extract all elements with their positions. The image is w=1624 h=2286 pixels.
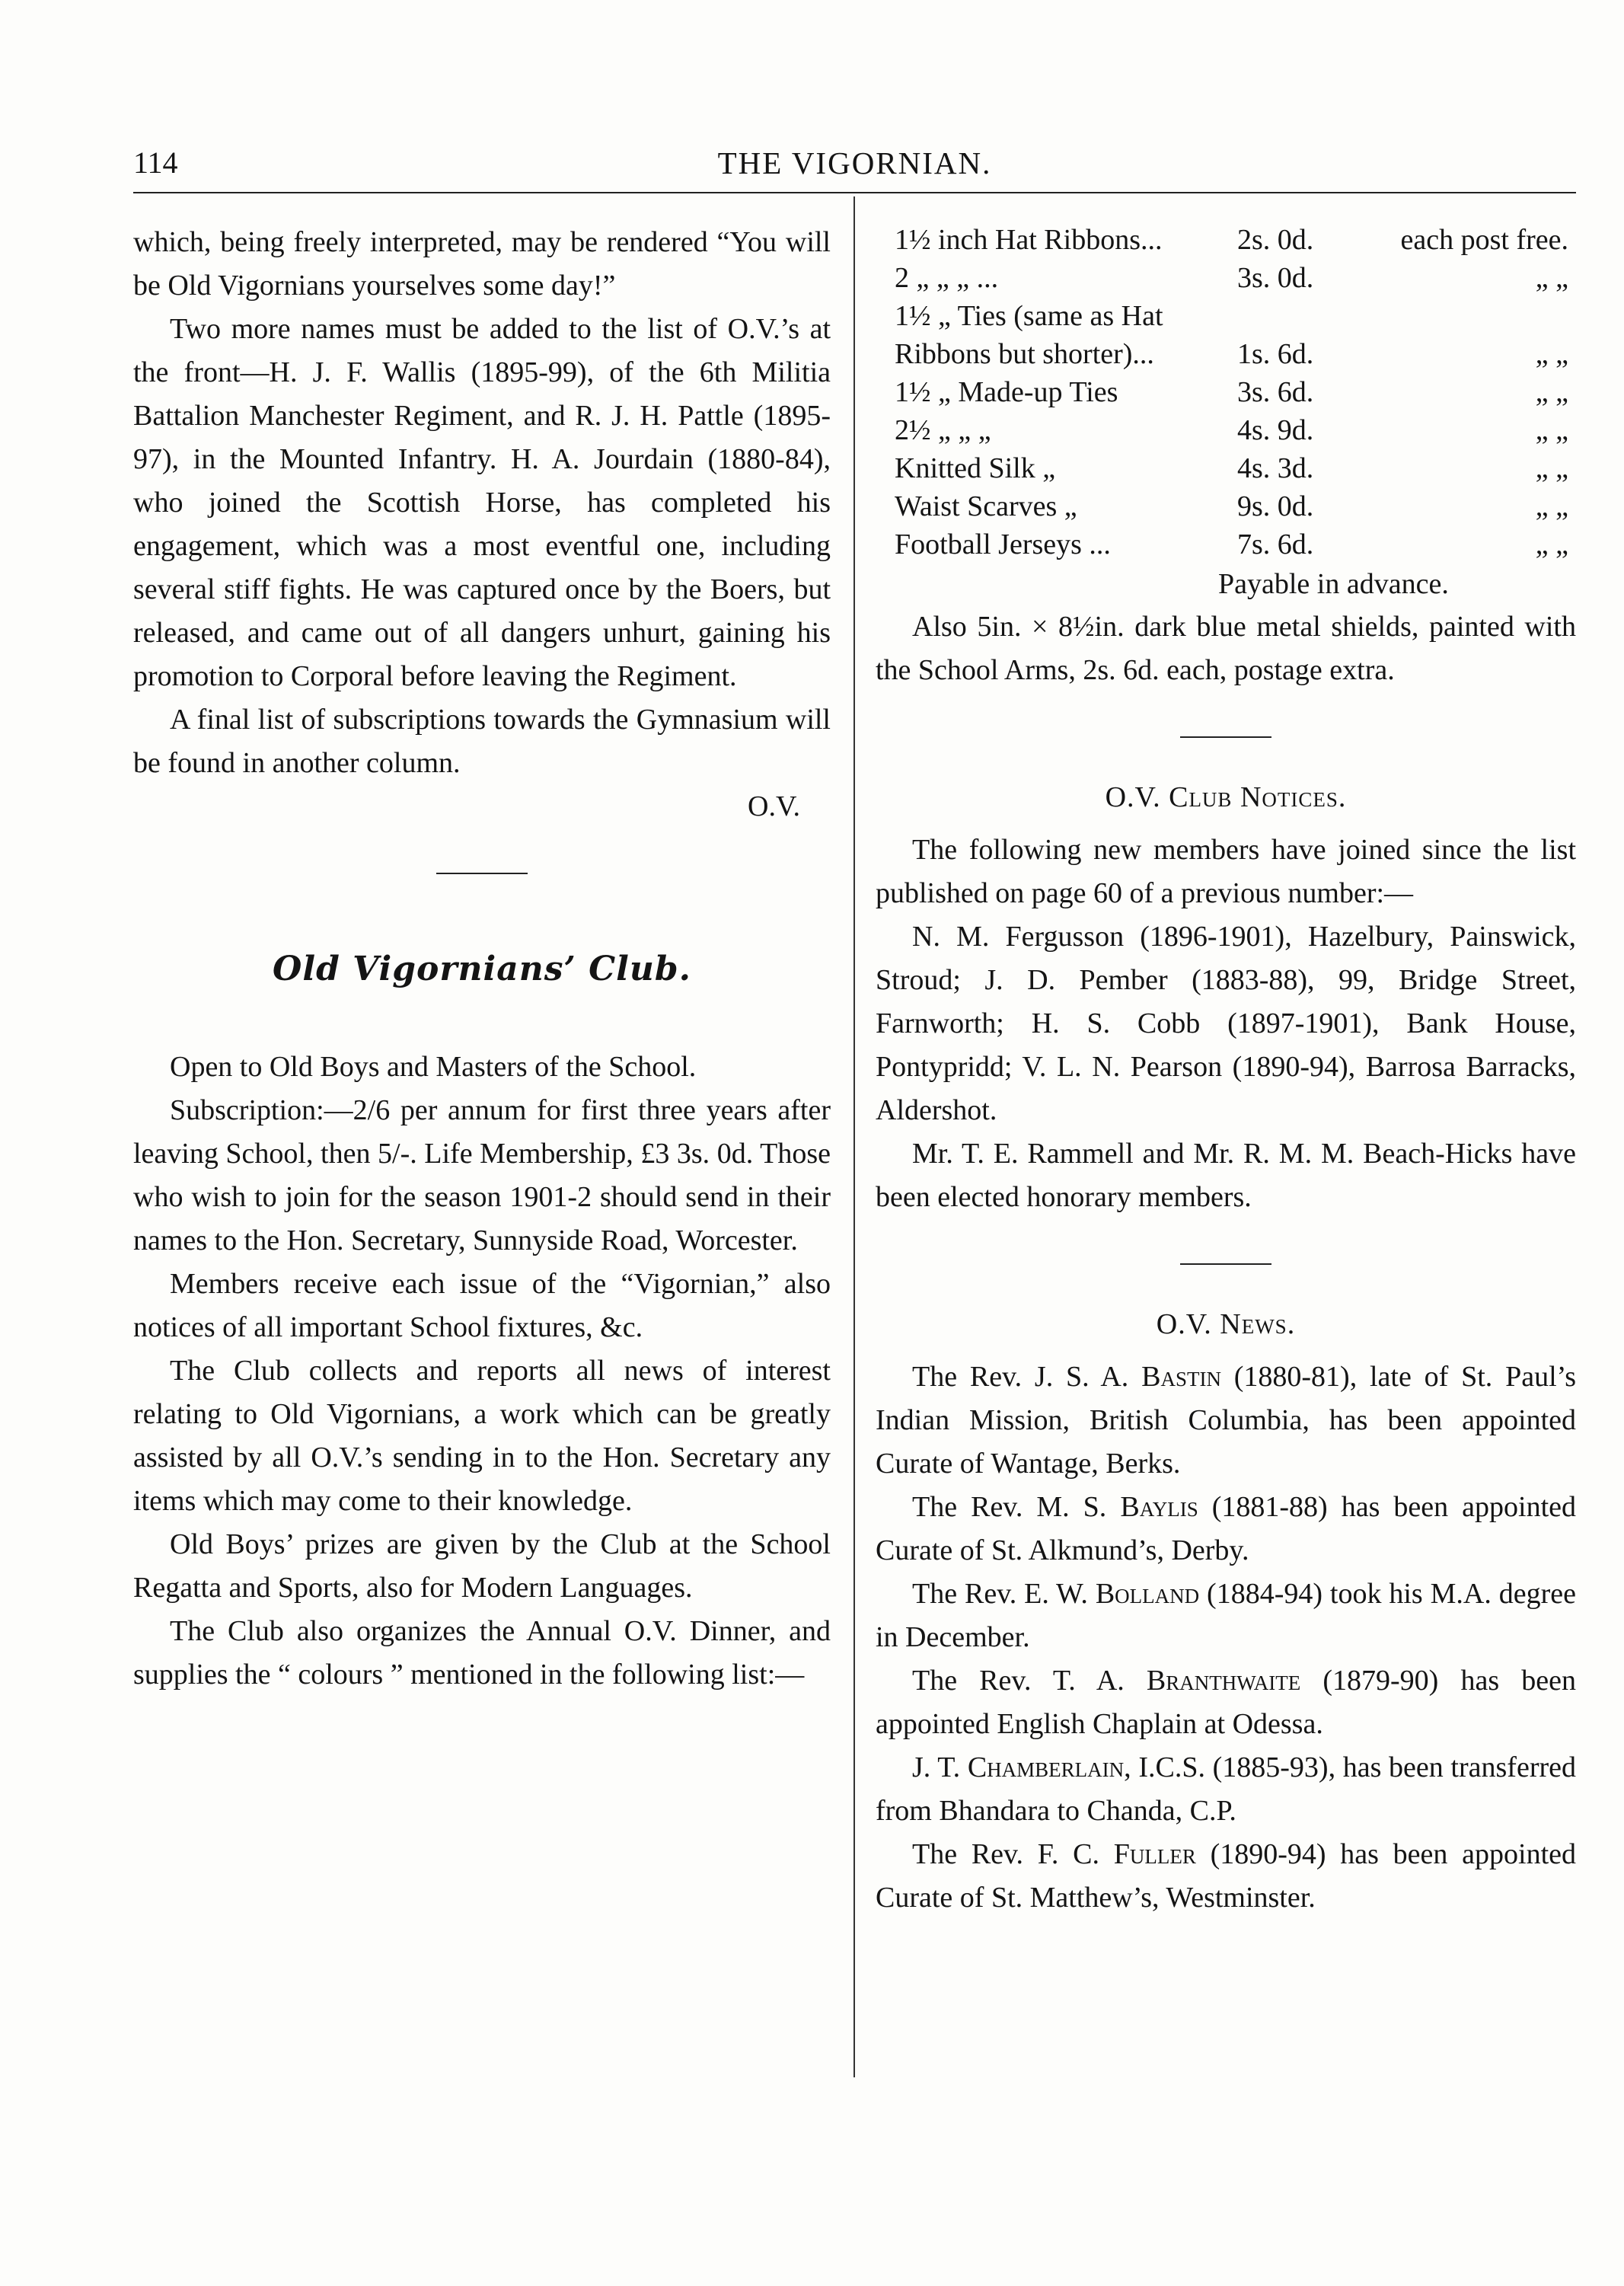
- left-column: [133, 221, 831, 1697]
- news-item: J. T. Chamberlain, I.C.S. (1885-93), has been transferred from Bhandara to Chanda, C.P.: [876, 1751, 1576, 1827]
- price-note: „ „: [1535, 528, 1568, 560]
- news-name: Bastin: [1141, 1361, 1221, 1393]
- price-row: [876, 221, 1576, 259]
- price-note: „ „: [1535, 376, 1568, 408]
- price-value: 3s. 6d.: [1237, 376, 1314, 408]
- payable-note: Payable in advance.: [1218, 568, 1449, 600]
- price-value: 2s. 0d.: [1237, 224, 1314, 256]
- news-item: The Rev. E. W. Bolland (1884-94) took his M.A. degree in December.: [876, 1578, 1576, 1653]
- news-item: The Rev. T. A. Branthwaite (1879-90) has been appointed English Chaplain at Odessa.: [876, 1665, 1576, 1740]
- signature: O.V.: [748, 790, 800, 822]
- news-name: Fuller: [1113, 1838, 1196, 1870]
- page-header: [133, 145, 1576, 190]
- news-item: The Rev. F. C. Fuller (1890-94) has been appointed Curate of St. Matthew’s, Westminster.: [876, 1838, 1576, 1914]
- news-name: Chamberlain: [967, 1751, 1125, 1783]
- price-item: Knitted Silk „: [895, 452, 1056, 484]
- news-name: Branthwaite: [1146, 1665, 1301, 1697]
- news-name: Bolland: [1095, 1578, 1200, 1610]
- club-subscription-paragraph: Subscription:—2/6 per annum for first three years after leaving School, then 5/-. Life Membership, £3 3s. 0d. Those who wish to join for the season 1901-2 should send in their names to the Hon. Secretary, Sunnyside Road, Worcester.: [133, 1094, 831, 1256]
- intro-paragraph: which, being freely interpreted, may be rendered “You will be Old Vigornians yourselves some day!”: [133, 226, 831, 302]
- header-rule: [133, 192, 1576, 193]
- price-item: 1½ inch Hat Ribbons...: [895, 224, 1163, 256]
- price-row: [876, 297, 1576, 373]
- price-value: 1s. 6d.: [1237, 338, 1314, 370]
- club-heading: Old Vigornians’ Club.: [273, 950, 691, 988]
- price-row: [876, 525, 1576, 564]
- news-name: Baylis: [1120, 1491, 1198, 1523]
- club-open-paragraph: Open to Old Boys and Masters of the School.: [170, 1051, 697, 1083]
- column-divider: [853, 196, 855, 2077]
- right-column: [876, 221, 1576, 1920]
- price-note: „ „: [1535, 414, 1568, 446]
- ov-news-heading: O.V. News.: [1156, 1308, 1296, 1340]
- final-list-paragraph: A final list of subscriptions towards the Gymnasium will be found in another column.: [133, 704, 831, 779]
- price-note: „ „: [1535, 452, 1568, 484]
- page-number: 114: [133, 145, 178, 180]
- price-item: 1½ „ Made-up Ties: [895, 376, 1118, 408]
- price-note: „ „: [1535, 338, 1568, 370]
- price-item: 1½ „ Ties (same as Hat Ribbons but shorter)...: [895, 300, 1163, 370]
- price-row: [876, 411, 1576, 449]
- club-members-paragraph: Members receive each issue of the “Vigornian,” also notices of all important School fixtures, &c.: [133, 1268, 831, 1343]
- price-item: Football Jerseys ...: [895, 528, 1111, 560]
- news-item: The Rev. M. S. Baylis (1881-88) has been appointed Curate of St. Alkmund’s, Derby.: [876, 1491, 1577, 1566]
- price-row: [876, 259, 1576, 297]
- news-item: The Rev. J. S. A. Bastin (1880-81), late of St. Paul’s Indian Mission, British Columbia, has been appointed Curate of Wantage, Berks.: [876, 1361, 1576, 1480]
- price-item: Waist Scarves „: [895, 490, 1077, 522]
- price-value: 7s. 6d.: [1237, 528, 1314, 560]
- price-row: [876, 449, 1576, 487]
- price-note: „ „: [1535, 490, 1568, 522]
- club-notices-intro: The following new members have joined since the list published on page 60 of a previous number:—: [876, 834, 1576, 909]
- price-row: [876, 487, 1576, 525]
- running-title: THE VIGORNIAN.: [717, 145, 992, 180]
- price-value: 9s. 0d.: [1237, 490, 1314, 522]
- club-prizes-paragraph: Old Boys’ prizes are given by the Club at the School Regatta and Sports, also for Modern Languages.: [133, 1528, 831, 1604]
- price-value: 4s. 9d.: [1237, 414, 1314, 446]
- club-dinner-paragraph: The Club also organizes the Annual O.V. Dinner, and supplies the “ colours ” mentioned in the following list:—: [133, 1615, 831, 1691]
- club-news-paragraph: The Club collects and reports all news of interest relating to Old Vigornians, a work which can be greatly assisted by all O.V.’s sending in to the Hon. Secretary any items which may come to their knowledge.: [133, 1355, 831, 1517]
- price-value: 3s. 0d.: [1237, 262, 1314, 294]
- club-notices-heading: O.V. Club Notices.: [1105, 781, 1347, 813]
- price-value: 4s. 3d.: [1237, 452, 1314, 484]
- price-note: each post free.: [1400, 224, 1568, 256]
- shields-paragraph: Also 5in. × 8½in. dark blue metal shields, painted with the School Arms, 2s. 6d. each, postage extra.: [876, 611, 1576, 686]
- front-paragraph: Two more names must be added to the list of O.V.’s at the front—H. J. F. Wallis (1895-99), of the 6th Militia Battalion Manchester Regiment, and R. J. H. Pattle (1895-97), in the Mounted Infantry. H. A. Jourdain (1880-84), who joined the Scottish Horse, has completed his engagement, which was a most eventful one, including several stiff fights. He was captured once by the Boers, but released, and came out of all dangers unhurt, gaining his promotion to Corporal before leaving the Regiment.: [133, 313, 831, 692]
- price-item: 2½ „ „ „: [895, 414, 991, 446]
- price-note: „ „: [1535, 262, 1568, 294]
- club-notices-members: N. M. Fergusson (1896-1901), Hazelbury, Painswick, Stroud; J. D. Pember (1883-88), 99, Bridge Street, Farnworth; H. S. Cobb (1897-1901), Bank House, Pontypridd; V. L. N. Pearson (1890-94), Barrosa Barracks, Aldershot.: [876, 921, 1576, 1126]
- club-notices-honorary: Mr. T. E. Rammell and Mr. R. M. M. Beach-Hicks have been elected honorary members.: [876, 1138, 1576, 1213]
- price-row: [876, 373, 1576, 411]
- price-item: 2 „ „ „ ...: [895, 262, 999, 294]
- price-list-table: [876, 221, 1576, 564]
